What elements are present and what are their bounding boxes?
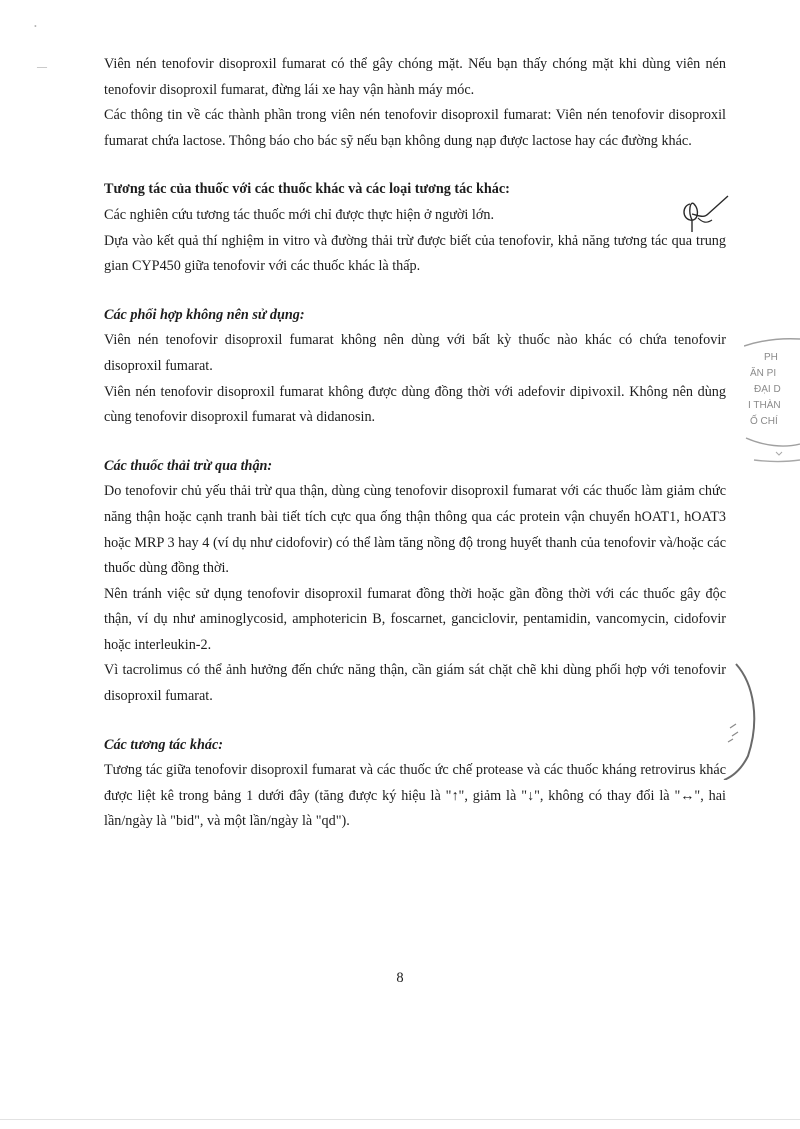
- handwritten-initials: [678, 190, 738, 245]
- paragraph-cyp450: Dựa vào kết quả thí nghiệm in vitro và đường thải trừ được biết của tenofovir, khả năng tương tác qua trung gian CYP450 giữa tenofovir với các thuốc khác là thấp.: [104, 232, 726, 275]
- paragraph-no-duplicate: Viên nén tenofovir disoproxil fumarat không nên dùng với bất kỳ thuốc nào khác có chứa tenofovir disoproxil fumarat.: [104, 332, 726, 374]
- paragraph-adult-studies: Các nghiên cứu tương tác thuốc mới chỉ được thực hiện ở người lớn.: [104, 206, 494, 223]
- scan-speck: •: [34, 22, 37, 31]
- heading-not-combined: Các phối hợp không nên sử dụng:: [104, 306, 305, 323]
- official-stamp-fragment: [744, 336, 800, 496]
- paragraph-protease-table: Tương tác giữa tenofovir disoproxil fumarat và các thuốc ức chế protease và các thuốc kháng retrovirus khác được liệt kê trong bảng 1 dưới đây (tăng được ký hiệu là "↑", giảm là "↓", không có thay đổi là "↔", hai lần/ngày là "bid", và một lần/ngày là "qd").: [104, 762, 726, 830]
- scan-bottom-edge: [0, 1119, 800, 1120]
- page-number: 8: [396, 970, 404, 986]
- heading-other-interactions: Các tương tác khác:: [104, 736, 223, 753]
- stamp-text-line: Ố CHÍ: [750, 416, 778, 427]
- paragraph-dizziness: Viên nén tenofovir disoproxil fumarat có thể gây chóng mặt. Nếu bạn thấy chóng mặt khi dùng viên nén tenofovir disoproxil fumarat, đừng lái xe hay vận hành máy móc.: [104, 56, 726, 98]
- paragraph-adefovir: Viên nén tenofovir disoproxil fumarat không được dùng đồng thời với adefovir dipivoxil. Không nên dùng cùng tenofovir disoproxil fumarat và didanosin.: [104, 383, 726, 426]
- stamp-arc-fragment: [718, 660, 768, 785]
- stamp-text-line: I THÀN: [748, 400, 781, 411]
- scan-dash: —: [37, 62, 47, 73]
- stamp-text-line: PH: [764, 352, 778, 363]
- heading-renal-drugs: Các thuốc thải trừ qua thận:: [104, 457, 273, 474]
- paragraph-renal-elimination: Do tenofovir chủ yếu thải trừ qua thận, dùng cùng tenofovir disoproxil fumarat với các thuốc làm giảm chức năng thận hoặc cạnh tranh bài tiết tích cực qua ống thận thông qua các protein vận chuyển hOAT1, hOAT3 hoặc MRP 3 hay 4 (ví dụ như cidofovir) có thể làm tăng nồng độ trong huyết thanh của tenofovir và/hoặc các thuốc dùng đồng thời.: [104, 483, 726, 577]
- stamp-text-line: ĐẠI D: [754, 384, 781, 395]
- stamp-text-line: ĂN PI: [750, 368, 777, 379]
- document-body: [104, 52, 726, 835]
- paragraph-lactose: Các thông tin về các thành phần trong viên nén tenofovir disoproxil fumarat: Viên nén tenofovir disoproxil fumarat chứa lactose. Thông báo cho bác sỹ nếu bạn không dung nạp được lactose hay các đường khác.: [104, 107, 726, 149]
- paragraph-nephrotoxic: Nên tránh việc sử dụng tenofovir disoproxil fumarat đồng thời hoặc gần đồng thời với các thuốc gây độc thận, ví dụ như aminoglycosid, amphotericin B, foscarnet, ganciclovir, pentamidin, vancomycin, cidofovir hoặc interleukin-2.: [104, 585, 726, 653]
- heading-drug-interactions: Tương tác của thuốc với các thuốc khác và các loại tương tác khác:: [104, 181, 510, 198]
- paragraph-tacrolimus: Vì tacrolimus có thể ảnh hưởng đến chức năng thận, cần giám sát chặt chẽ khi dùng phối hợp với tenofovir disoproxil fumarat.: [104, 662, 726, 705]
